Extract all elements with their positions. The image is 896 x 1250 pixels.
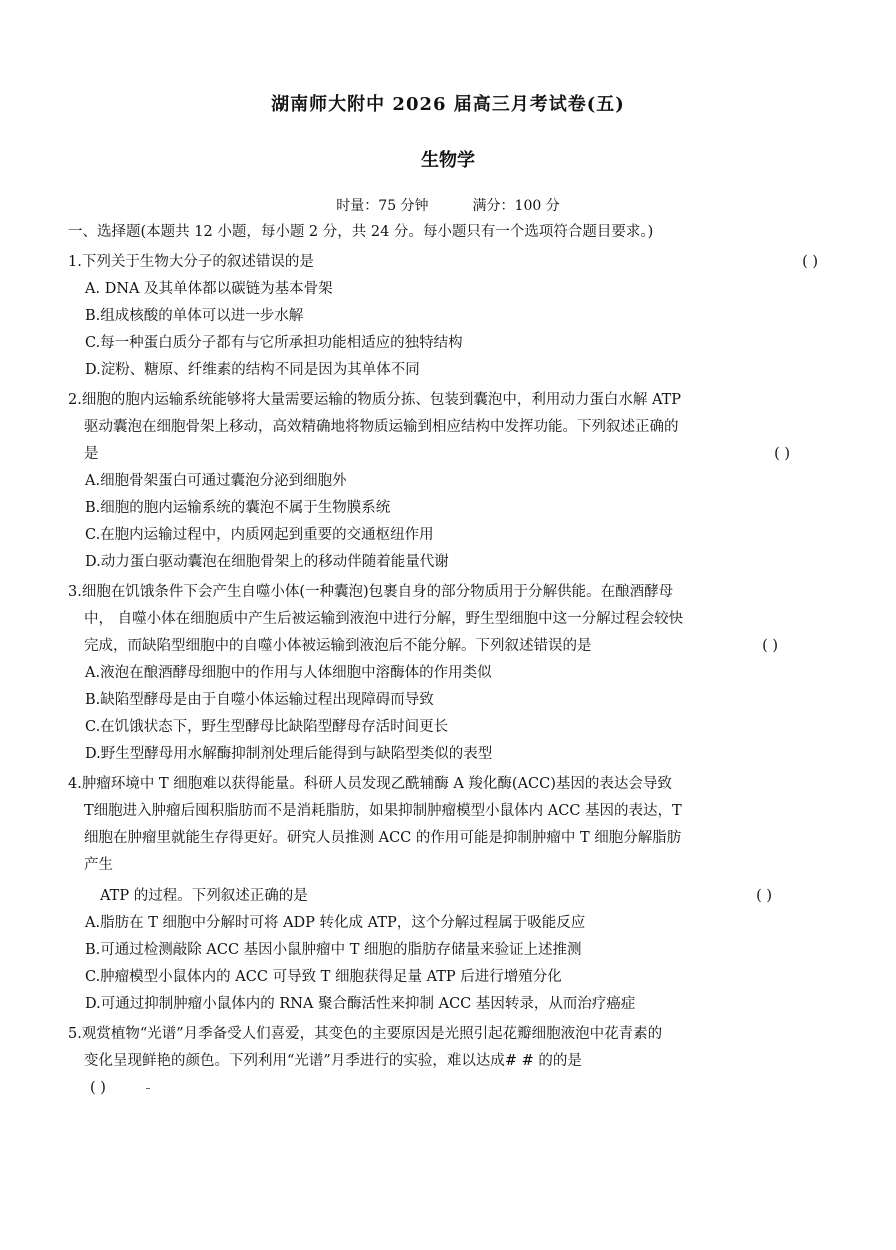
question-stem: 3.细胞在饥饿条件下会产生自噬小体(一种囊泡)包裹自身的部分物质用于分解供能。在酿酒酵母 [68,584,674,600]
exam-meta [0,195,896,215]
question-3 [68,579,828,768]
option-d: D.可通过抑制肿瘤小鼠体内的 RNA 聚合酶活性来抑制 ACC 基因转录，从而治疗癌症 [85,996,636,1012]
option-d: D.动力蛋白驱动囊泡在细胞骨架上的移动伴随着能量代谢 [85,554,449,570]
answer-bracket: ( ) [90,1080,106,1096]
option-d: D.野生型酵母用水解酶抑制剂处理后能得到与缺陷型类似的表型 [85,746,493,762]
option-c: C.在胞内运输过程中，内质网起到重要的交通枢纽作用 [85,527,434,543]
question-4 [68,771,828,1018]
time-limit: 时量：75 分钟 [336,198,429,214]
answer-bracket: ( ) [774,446,790,462]
question-stem: 变化呈现鲜艳的颜色。下列利用“光谱”月季进行的实验，难以达成# # 的的是 [84,1053,582,1069]
answer-bracket: ( ) [802,254,818,270]
question-stem: T细胞进入肿瘤后囤积脂肪而不是消耗脂肪，如果抑制肿瘤模型小鼠体内 ACC 基因的表达，T [84,803,682,819]
option-a: A.液泡在酿酒酵母细胞中的作用与人体细胞中溶酶体的作用类似 [85,665,492,681]
question-stem: 完成，而缺陷型细胞中的自噬小体被运输到液泡后不能分解。下列叙述错误的是 [84,638,592,654]
option-b: B.缺陷型酵母是由于自噬小体运输过程出现障碍而导致 [85,692,434,708]
option-c: C.每一种蛋白质分子都有与它所承担功能相适应的独特结构 [85,335,463,351]
answer-bracket: ( ) [762,638,778,654]
question-stem: 是 [84,446,99,462]
option-b: B.组成核酸的单体可以进一步水解 [85,308,304,324]
option-d: D.淀粉、糖原、纤维素的结构不同是因为其单体不同 [85,362,420,378]
subject-title: 生物学 [421,150,475,171]
option-a: A. DNA 及其单体都以碳链为基本骨架 [85,281,333,297]
question-list [68,219,828,1102]
question-1 [68,249,828,384]
option-a: A.脂肪在 T 细胞中分解时可将 ADP 转化成 ATP，这个分解过程属于吸能反应 [85,915,586,931]
question-stem: 产生 [84,857,113,873]
answer-bracket: ( ) [756,888,772,904]
question-stem: ATP 的过程。下列叙述正确的是 [100,888,308,904]
question-stem: 5.观赏植物“光谱”月季备受人们喜爱，其变色的主要原因是光照引起花瓣细胞液泡中花青素的 [68,1026,663,1042]
option-b: B.可通过检测敲除 ACC 基因小鼠肿瘤中 T 细胞的脂肪存储量来验证上述推测 [85,942,582,958]
question-2 [68,387,828,576]
exam-title: 湖南师大附中 2026 届高三月考试卷(五) [271,94,625,115]
stray-mark [146,1088,150,1089]
question-stem: 细胞在肿瘤里就能生存得更好。研究人员推测 ACC 的作用可能是抑制肿瘤中 T 细胞分解脂肪 [84,830,682,846]
full-score: 满分：100 分 [472,198,560,214]
question-stem: 驱动囊泡在细胞骨架上移动，高效精确地将物质运输到相应结构中发挥功能。下列叙述正确的 [84,419,679,435]
option-c: C.在饥饿状态下，野生型酵母比缺陷型酵母存活时间更长 [85,719,449,735]
question-5 [68,1021,828,1102]
question-stem: 中， 自噬小体在细胞质中产生后被运输到液泡中进行分解，野生型细胞中这一分解过程会较快 [84,611,684,627]
option-b: B.细胞的胞内运输系统的囊泡不属于生物膜系统 [85,500,391,516]
option-a: A.细胞骨架蛋白可通过囊泡分泌到细胞外 [85,473,347,489]
option-c: C.肿瘤模型小鼠体内的 ACC 可导致 T 细胞获得足量 ATP 后进行增殖分化 [85,969,562,985]
section-heading: 一、选择题(本题共 12 小题，每小题 2 分，共 24 分。每小题只有一个选项符合题目要求。) [68,224,654,240]
question-stem: 2.细胞的胞内运输系统能够将大量需要运输的物质分拣、包装到囊泡中，利用动力蛋白水解 ATP [68,392,682,408]
question-stem: 4.肿瘤环境中 T 细胞难以获得能量。科研人员发现乙酰辅酶 A 羧化酶(ACC)基因的表达会导致 [68,776,672,792]
question-stem: 1.下列关于生物大分子的叙述错误的是 [68,254,314,270]
